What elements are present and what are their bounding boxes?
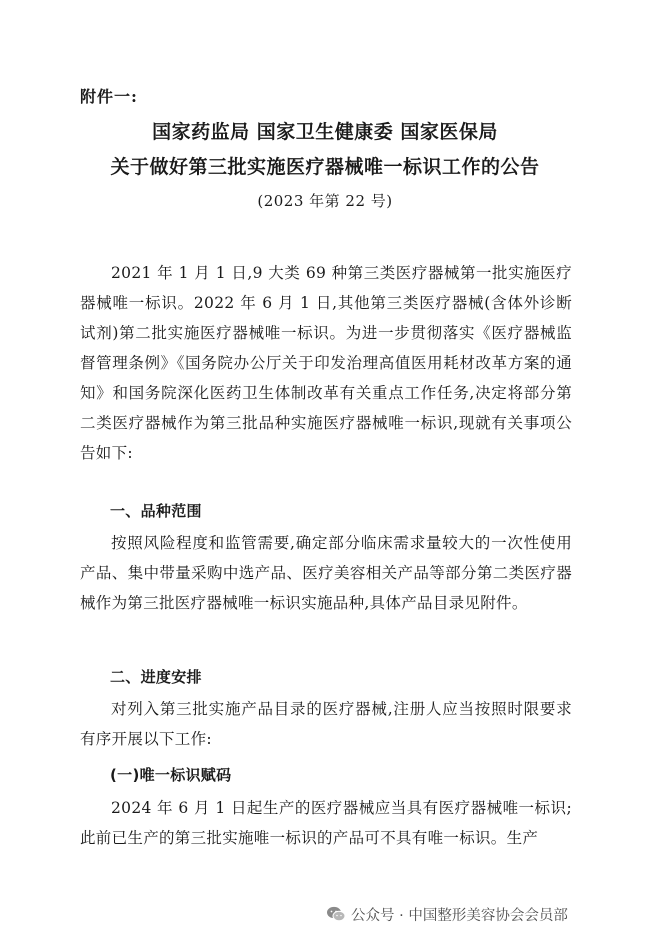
intro-paragraph-block (80, 258, 572, 468)
section-2-heading: 二、进度安排 (110, 668, 202, 686)
section-1-paragraph-block (80, 528, 572, 618)
section-1-heading: 一、品种范围 (110, 502, 202, 520)
section-1-paragraph: 按照风险程度和监管需要,确定部分临床需求量较大的一次性使用产品、集中带量采购中选产品、医疗美容相关产品等部分第二类医疗器械作为第三批医疗器械唯一标识实施品种,具体产品目录见附件。 (80, 534, 572, 612)
document-title-line-1: 国家药监局 国家卫生健康委 国家医保局 (152, 121, 498, 143)
section-2-paragraph-block (80, 694, 572, 754)
document-title-line-2: 关于做好第三批实施医疗器械唯一标识工作的公告 (110, 156, 540, 178)
subsection-1-heading-block (80, 760, 572, 790)
attachment-label: 附件一: (80, 87, 138, 106)
subsection-1-paragraph-block (80, 793, 572, 853)
watermark-text: 公众号 · 中国整形美容协会会员部 (351, 907, 568, 924)
wechat-account-watermark (326, 903, 568, 925)
subsection-1-paragraph: 2024 年 6 月 1 日起生产的医疗器械应当具有医疗器械唯一标识;此前已生产的第三批实施唯一标识的产品可不具有唯一标识。生产 (80, 799, 572, 847)
subsection-1-heading: (一)唯一标识赋码 (110, 766, 232, 784)
document-number: (2023 年第 22 号) (257, 192, 393, 210)
wechat-icon (326, 906, 346, 922)
section-1-heading-block (80, 496, 572, 526)
section-2-paragraph: 对列入第三批实施产品目录的医疗器械,注册人应当按照时限要求有序开展以下工作: (80, 700, 572, 748)
intro-paragraph: 2021 年 1 月 1 日,9 大类 69 种第三类医疗器械第一批实施医疗器械唯一标识。2022 年 6 月 1 日,其他第三类医疗器械(含体外诊断试剂)第二批实施医疗器械唯一标识。为进一步贯彻落实《医疗器械监督管理条例》《国务院办公厅关于印发治理高值医用耗材改革方案的通知》和国务院深化医药卫生体制改革有关重点工作任务,决定将部分第二类医疗器械作为第三批品种实施医疗器械唯一标识,现就有关事项公告如下: (80, 264, 572, 462)
section-2-heading-block (80, 662, 572, 692)
